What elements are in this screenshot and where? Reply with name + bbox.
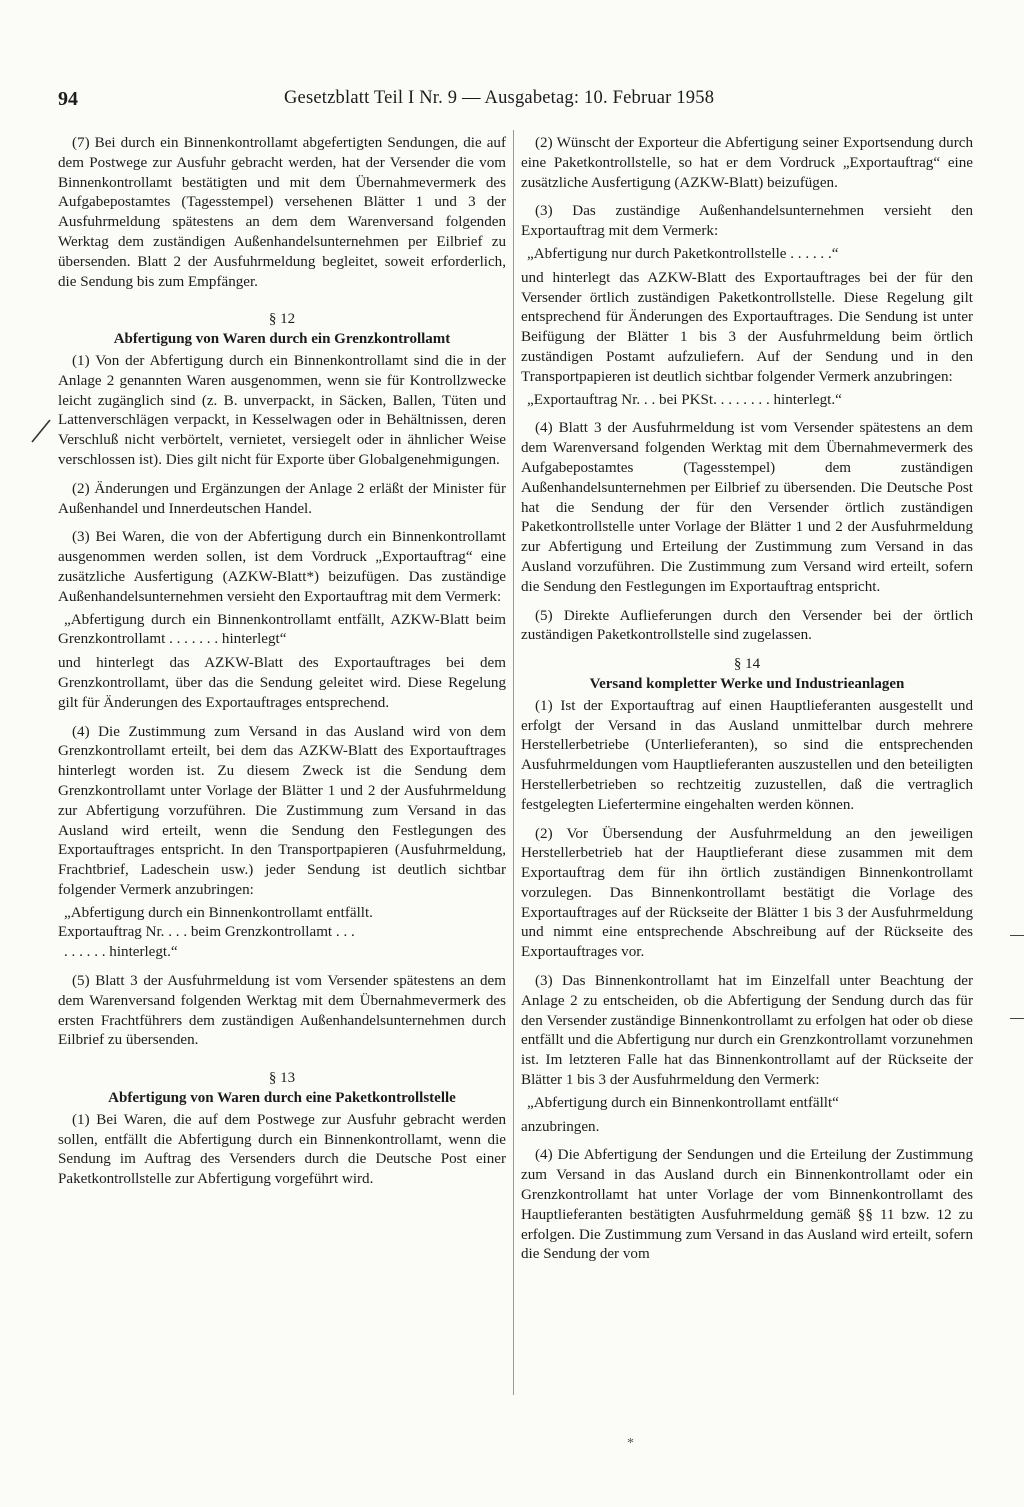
section-13-number: § 13	[268, 1070, 296, 1087]
section-13-paragraph-2: (2) Wünscht der Exporteur die Abfertigung seiner Exportsendung durch eine Paketkontrollstelle, so hat er dem Vordruck „Exportauftrag“ eine zusätzliche Ausfertigung (AZKW-Blatt) beizufügen.	[521, 135, 973, 191]
section-12-paragraph-3: (3) Bei Waren, die von der Abfertigung durch ein Binnenkontrollamt ausgenommen werden sollen, ist dem Vordruck „Exportauftrag“ eine zusätzliche Ausfertigung (AZKW-Blatt*) beizufügen. Das zuständige Außenhandelsunternehmen versieht den Exportauftrag mit dem Vermerk:	[58, 529, 506, 605]
footer-mark: *	[627, 1436, 634, 1451]
edge-tick-mark	[1010, 935, 1024, 936]
section-13-paragraph-3-continuation: und hinterlegt das AZKW-Blatt des Exportauftrages bei der für den Versender örtlich zuständigen Paketkontrollstelle. Diese Regelung gilt entsprechend für Änderungen des Exportauftrages. Die Sendung ist unter Beifügung der Blätter 1 bis 3 der Ausfuhrmeldung beim örtlich zuständigen Postamt aufzuliefern. Auf der Sendung und in den Transportpapieren ist deutlich sichtbar folgender Vermerk anzubringen:	[521, 269, 973, 385]
section-12-paragraph-3-quote: „Abfertigung durch ein Binnenkontrollamt entfällt, AZKW-Blatt beim Grenzkontrollamt . . . . . . . hinterlegt“	[58, 611, 506, 648]
section-14-paragraph-3-quote: „Abfertigung durch ein Binnenkontrollamt entfällt“	[527, 1094, 839, 1111]
page-number: 94	[58, 88, 78, 110]
section-13-paragraph-1: (1) Bei Waren, die auf dem Postwege zur Ausfuhr gebracht werden sollen, entfällt die Abfertigung durch ein Binnenkontrollamt, wenn die Sendung im Auftrag des Versenders durch die Deutsche Post einer Paketkontrollstelle zur Abfertigung vorgeführt wird.	[58, 1111, 506, 1188]
section-12-title: Abfertigung von Waren durch ein Grenzkontrollamt	[113, 331, 451, 348]
section-14-paragraph-4: (4) Die Abfertigung der Sendungen und die Erteilung der Zustimmung zum Versand in das Ausland durch ein Binnenkontrollamt oder ein Grenzkontrollamt hat unter Vorlage der vom Binnenkontrollamt des Hauptlieferanten bestätigten Ausfuhrmeldung gemäß §§ 11 bzw. 12 zu erfolgen. Die Zustimmung zum Versand in das Ausland wird erteilt, sofern die Sendung der vom	[521, 1147, 973, 1263]
margin-pen-mark	[30, 418, 52, 449]
section-13-paragraph-3-quote-2: „Exportauftrag Nr. . . bei PKSt. . . . . . . . hinterlegt.“	[527, 391, 842, 408]
section-13-paragraph-3-quote: „Abfertigung nur durch Paketkontrollstelle . . . . . .“	[527, 245, 839, 262]
section-14-paragraph-3-continuation: anzubringen.	[521, 1118, 600, 1135]
page-header	[58, 88, 978, 114]
section-12-paragraph-4-quote-line-3: . . . . . . hinterlegt.“	[64, 944, 178, 961]
section-13-paragraph-4: (4) Blatt 3 der Ausfuhrmeldung ist vom Versender spätestens an dem dem Warenversand folgenden Werktag mit dem Übernahmevermerk des Aufgabepostamtes (Tagesstempel) dem zuständigen Außenhandelsunternehmen per Eilbrief zu übersenden. Die Deutsche Post hat die Sendung der für den Versender örtlich zuständigen Paketkontrollstelle unter Vorlage der Blätter 1 und 2 der Ausfuhrmeldung zur Abfertigung und Erteilung der Zustimmung zum Versand in das Ausland vorzuführen. Die Zustimmung zum Versand wird erteilt, sofern die Sendung den Festlegungen im Exportauftrag entspricht.	[521, 420, 973, 595]
left-column	[58, 134, 506, 1199]
section-12-paragraph-1: (1) Von der Abfertigung durch ein Binnenkontrollamt sind die in der Anlage 2 genannten Waren ausgenommen, wenn sie für Kontrollzwecke leicht zugänglich sind (z. B. unverpackt, in Säcken, Ballen, Tüten und Lattenverschlägen verpackt, in Kesselwagen oder in Behältnissen, deren Verschluß nicht verbörtelt, vernietet, versiegelt oder in ähnlicher Weise verschlossen ist). Dies gilt nicht für Exporte über Globalgenehmigungen.	[58, 352, 506, 468]
section-13-paragraph-3: (3) Das zuständige Außenhandelsunternehmen versieht den Exportauftrag mit dem Vermerk:	[521, 203, 973, 240]
gazette-header-title: Gesetzblatt Teil I Nr. 9 — Ausgabetag: 10. Februar 1958	[284, 88, 715, 108]
section-12-paragraph-3-continuation: und hinterlegt das AZKW-Blatt des Exportauftrages bei dem Grenzkontrollamt, über das die Sendung geleitet wird. Diese Regelung gilt für Änderungen des Exportauftrages entsprechend.	[58, 655, 506, 711]
section-12-paragraph-5: (5) Blatt 3 der Ausfuhrmeldung ist vom Versender spätestens an dem dem Warenversand folgenden Werktag mit dem Übernahmevermerk des ersten Frachtführers dem zuständigen Außenhandelsunternehmen durch Eilbrief zu übersenden.	[58, 973, 506, 1049]
section-13-title: Abfertigung von Waren durch eine Paketkontrollstelle	[108, 1090, 456, 1107]
section-14-title: Versand kompletter Werke und Industrieanlagen	[589, 675, 905, 692]
edge-tick-mark	[1010, 1018, 1024, 1019]
section-14-number: § 14	[733, 656, 761, 673]
section-12-paragraph-4-quote-line-1: „Abfertigung durch ein Binnenkontrollamt entfällt.	[64, 904, 373, 921]
section-12-paragraph-4: (4) Die Zustimmung zum Versand in das Ausland wird von dem Grenzkontrollamt erteilt, bei dem das AZKW-Blatt des Exportauftrages hinterlegt worden ist. Zu diesem Zweck ist die Sendung dem Grenzkontrollamt unter Vorlage der Blätter 1 und 2 der Ausfuhrmeldung zur Abfertigung vorzuführen. Die Zustimmung zum Versand in das Ausland wird erteilt, wenn die Sendung den Festlegungen des Exportauftrages entspricht. In den Transportpapieren (Ausfuhrmeldung, Frachtbrief, Ladeschein usw.) jeder Sendung ist deutlich sichtbar folgender Vermerk anzubringen:	[58, 723, 506, 898]
section-13-paragraph-5: (5) Direkte Auflieferungen durch den Versender bei der örtlich zuständigen Paketkontrollstelle sind zugelassen.	[521, 607, 973, 644]
section-12-paragraph-2: (2) Änderungen und Ergänzungen der Anlage 2 erläßt der Minister für Außenhandel und Innerdeutschen Handel.	[58, 480, 506, 517]
section-12-number: § 12	[268, 311, 296, 328]
right-column	[521, 134, 973, 1274]
section-14-paragraph-2: (2) Vor Übersendung der Ausfuhrmeldung an den jeweiligen Herstellerbetrieb hat der Hauptlieferant diese zusammen mit dem Exportauftrag dem für ihn örtlich zuständigen Binnenkontrollamt vorzulegen. Das Binnenkontrollamt bestätigt die Vorlage des Exportauftrages auf der Rückseite der Blätter 1 bis 3 der Ausfuhrmeldung und nimmt eine entsprechende Abschreibung auf der Rückseite des Exportauftrages vor.	[521, 825, 973, 961]
column-divider	[513, 130, 514, 1395]
section-14-paragraph-1: (1) Ist der Exportauftrag auf einen Hauptlieferanten ausgestellt und erfolgt der Versand in das Ausland unmittelbar durch mehrere Herstellerbetriebe (Unterlieferanten), so sind die entsprechenden Ausfuhrmeldungen vom Hauptlieferanten auszustellen und den beteiligten Herstellerbetrieben so rechtzeitig zuzustellen, daß die vertraglich festgelegten Liefertermine eingehalten werden können.	[521, 697, 973, 813]
paragraph-11-7: (7) Bei durch ein Binnenkontrollamt abgefertigten Sendungen, die auf dem Postwege zur Ausfuhr gebracht werden, hat der Versender die vom Binnenkontrollamt bestätigten und mit dem Übernahmevermerk des Aufgabepostamtes (Tagesstempel) versehenen Blätter 1 und 3 der Ausfuhrmeldung spätestens an dem dem Warenversand folgenden Werktag dem zuständigen Außenhandelsunternehmen per Eilbrief zu übersenden. Blatt 2 der Ausfuhrmeldung begleitet, soweit erforderlich, die Sendung bis zum Empfänger.	[58, 135, 506, 290]
section-12-paragraph-4-quote-line-2: Exportauftrag Nr. . . . beim Grenzkontrollamt . . .	[58, 924, 355, 941]
section-14-paragraph-3: (3) Das Binnenkontrollamt hat im Einzelfall unter Beachtung der Anlage 2 zu entscheiden, ob die Abfertigung der Sendung durch das für den Versender zuständige Binnenkontrollamt zu erfolgen hat oder ob diese entfällt und die Abfertigung nur durch ein Grenzkontrollamt vorzunehmen ist. Im letzteren Falle hat das Binnenkontrollamt auf der Rückseite der Blätter 1 bis 3 der Ausfuhrmeldung den Vermerk:	[521, 973, 973, 1089]
